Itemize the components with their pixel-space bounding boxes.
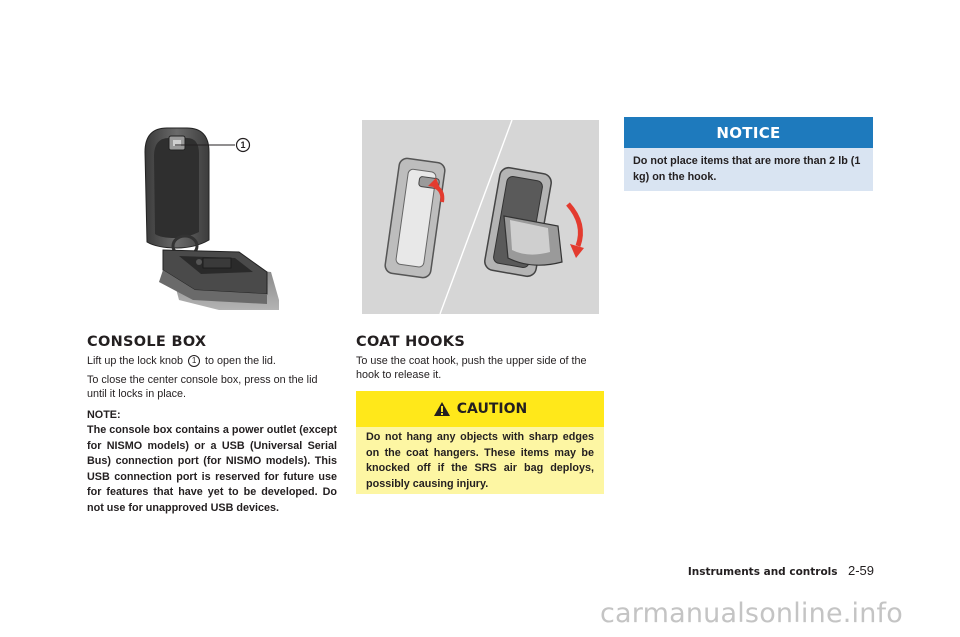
console-box-p1-end: to open the lid. xyxy=(205,355,276,367)
footer-page-number: 2-59 xyxy=(847,563,874,578)
watermark-text: carmanualsonline.info xyxy=(600,598,903,629)
caution-title: CAUTION xyxy=(456,401,528,417)
coat-hooks-heading: COAT HOOKS xyxy=(356,334,466,350)
note-text: The console box contains a power outlet (except for NISMO models) or a USB (Universal Serial Bus) connection port (for NISMO models). This USB connection port is reserved for future use for features that have yet to be developed. Do not use for unapproved USB devices. xyxy=(87,424,337,514)
coat-hooks-paragraph: To use the coat hook, push the upper side of the hook to release it. xyxy=(356,355,587,382)
console-box-heading: CONSOLE BOX xyxy=(87,334,207,350)
console-box-p1-start: Lift up the lock knob xyxy=(87,355,184,367)
note-label: NOTE: xyxy=(87,409,121,421)
console-box-paragraph-1 xyxy=(87,354,339,368)
notice-header xyxy=(624,117,873,148)
callout-number: 1 xyxy=(240,140,246,150)
lock-knob-callout-icon: 1 xyxy=(188,355,200,367)
warning-triangle-icon xyxy=(433,401,451,417)
notice-box xyxy=(624,117,873,191)
caution-text: Do not hang any objects with sharp edges on the coat hangers. These items may be knocked off if the SRS air bag deploys, possibly causing injury. xyxy=(366,431,594,490)
footer-section-title: Instruments and controls xyxy=(687,566,838,578)
notice-text: Do not place items that are more than 2 lb (1 kg) on the hook. xyxy=(624,148,873,191)
console-box-paragraph-2: To close the center console box, press on the lid until it locks in place. xyxy=(87,374,318,401)
coat-hook-illustration xyxy=(362,120,599,314)
page-footer xyxy=(640,562,874,580)
caution-header xyxy=(356,391,604,427)
caution-box xyxy=(356,391,604,494)
notice-title: NOTICE xyxy=(716,123,781,142)
